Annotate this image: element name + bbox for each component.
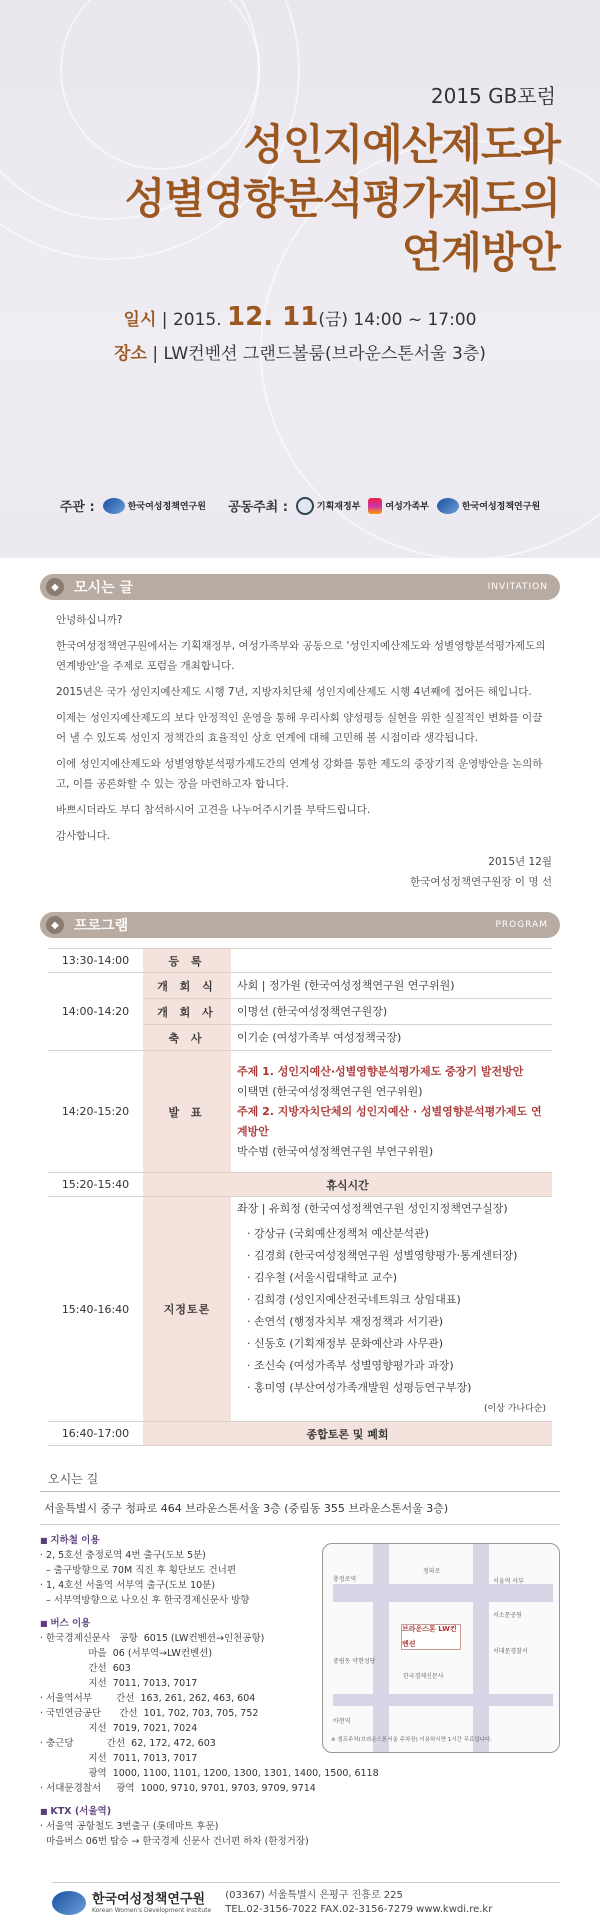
road: [473, 1544, 489, 1753]
map-label: 서대문경찰서: [493, 1648, 528, 1655]
kwdi-logo: [103, 498, 206, 514]
content-cell: [231, 949, 552, 973]
date-day: 12. 11: [227, 302, 319, 332]
session-cell: 축 사: [143, 1025, 231, 1051]
route-line: 지선 7011, 7013, 7017: [40, 1678, 198, 1689]
note: (이상 가나다순): [483, 1404, 546, 1414]
speaker: 박수범 (한국여성정책연구원 부연구위원): [237, 1144, 434, 1158]
panelist: · 조신숙 (여성가족부 성별영향평가과 과장): [247, 1359, 454, 1372]
time-cell: 14:00-14:20: [48, 973, 143, 1051]
panelist: · 홍미영 (부산여성가족개발원 성평등연구부장): [247, 1381, 472, 1394]
map-label: 서울역 서부: [493, 1578, 524, 1585]
date-time: (금) 14:00 ~ 17:00: [318, 310, 477, 330]
date-label: 일시: [123, 310, 157, 330]
table-row: [48, 1173, 552, 1197]
page-title: [125, 118, 560, 280]
time-cell: 15:40-16:40: [48, 1197, 143, 1422]
map-caption: ※ 셀프주차(브라운스톤서울 주차장) 이용하시면 1시간 무료입니다.: [331, 1737, 493, 1743]
route-line: 지선 7011, 7013, 7017: [40, 1753, 198, 1764]
logo-text: 여성가족부: [385, 502, 429, 512]
map-label: 한국경제신문사: [403, 1673, 444, 1680]
route-line: · 한국경제신문사 공항 6015 (LW컨벤션→인천공항): [40, 1633, 265, 1644]
route-line: 마을버스 06번 탑승 → 한국경제 신문사 건너편 하차 (한정거장): [40, 1836, 309, 1847]
route-line: · 서울역 공항철도 3번출구 (롯데마트 후문): [40, 1821, 219, 1832]
invitation-header: [40, 574, 560, 600]
route-line: 지선 7019, 7021, 7024: [40, 1723, 198, 1734]
map-label: 충정로역: [333, 1576, 357, 1583]
session-cell: 종합토론 및 폐회: [143, 1422, 552, 1446]
location-map: [322, 1543, 560, 1753]
route-line: · 국민연금공단 간선 101, 702, 703, 705, 752: [40, 1708, 259, 1719]
event-date: 일시 | 2015. 12. 11(금) 14:00 ~ 17:00: [123, 302, 477, 332]
subway-heading: ■ 지하철 이용: [40, 1533, 560, 1548]
section-title-en: INVITATION: [487, 582, 548, 592]
footer: [52, 1882, 560, 1917]
time-cell: 16:40-17:00: [48, 1422, 143, 1446]
title-line: 성별영향분석평가제도의: [124, 174, 560, 223]
table-row: [48, 973, 552, 999]
route-line: 광역 1000, 1100, 1101, 1200, 1300, 1301, 1400, 1500, 6118: [40, 1768, 379, 1779]
bus-heading: ■ 버스 이용: [40, 1616, 560, 1631]
session-cell: 휴식시간: [143, 1173, 552, 1197]
road: [373, 1544, 389, 1753]
paragraph: 이제는 성인지예산제도의 보다 안정적인 운영을 통해 우리사회 양성평등 실현을 위한 실질적인 변화를 이끌어 낼 수 있도록 성인지 정책간의 효율적인 상호 연계에 대해 고민해 볼 시점이라 생각됩니다.: [56, 712, 543, 744]
paragraph: 이에 성인지예산제도와 성별영향분석평가제도간의 연계성 강화를 통한 제도의 중장기적 운영방안을 논의하고, 이를 공론화할 수 있는 장을 마련하고자 합니다.: [56, 758, 543, 790]
panelist: · 손연석 (행정자치부 재정정책과 서기관): [247, 1315, 444, 1328]
place-label: 장소: [114, 344, 147, 364]
ktx-heading: ■ KTX (서울역): [40, 1804, 560, 1819]
org-address: (03367) 서울특별시 은평구 진흥로 225: [225, 1890, 403, 1901]
content-cell: 사회 | 정가원 (한국여성정책연구원 연구위원): [231, 973, 552, 999]
paragraph: 감사합니다.: [56, 830, 111, 842]
org-name: 한국여성정책연구원: [92, 1891, 206, 1907]
time-cell: 15:20-15:40: [48, 1173, 143, 1197]
section-title: 프로그램: [74, 918, 129, 934]
host-label: 주관 :: [59, 500, 95, 515]
session-cell: 지정토론: [143, 1197, 231, 1422]
paragraph: 2015년은 국가 성인지예산제도 시행 7년, 지방자치단체 성인지예산제도 시행 4년째에 접어든 해입니다.: [56, 686, 532, 698]
section-title-en: PROGRAM: [495, 920, 548, 930]
route-line: · 충근당 간선 62, 172, 472, 603: [40, 1738, 216, 1749]
session-cell: 등 록: [143, 949, 231, 973]
section-icon: ◆: [46, 916, 64, 934]
organizers: [0, 496, 600, 515]
paragraph: 한국여성정책연구원에서는 기획재정부, 여성가족부와 공동으로 '성인지예산제도와 성별영향분석평가제도의 연계방안'을 주제로 포럼을 개최합니다.: [56, 640, 546, 672]
cohost-label: 공동주최 :: [227, 500, 288, 515]
logo-text: 기획재정부: [316, 502, 361, 512]
topic-title: 주제 2. 지방자치단체의 성인지예산 · 성별영향분석평가제도 연계방안: [237, 1104, 542, 1138]
org-name-en: Korean Women's Development Institute: [92, 1906, 212, 1914]
mosf-logo: [296, 497, 360, 515]
session-cell: 발 표: [143, 1051, 231, 1173]
content-cell: 이기순 (여성가족부 여성정책국장): [231, 1025, 552, 1051]
hero-banner: [0, 0, 600, 558]
session-cell: 개 회 사: [143, 999, 231, 1025]
panelist: · 김경희 (한국여성정책연구원 성별영향평가·통계센터장): [247, 1249, 518, 1262]
route-line: · 2, 5호선 충정로역 4번 출구(도보 5분): [40, 1550, 206, 1561]
heading-text: 오시는 길: [48, 1472, 99, 1486]
table-row: [48, 1197, 552, 1422]
time-cell: 13:30-14:00: [48, 949, 143, 973]
chair: 좌장 | 유희정 (한국여성정책연구원 성인지정책연구실장): [237, 1202, 508, 1215]
directions-heading: [40, 1470, 560, 1492]
forum-label: 2015 GB포럼: [430, 84, 556, 108]
table-row: [48, 949, 552, 973]
invitation-text: [56, 610, 552, 892]
route-info: [40, 1533, 560, 1853]
signature: 한국여성정책연구원장 이 명 선: [410, 876, 552, 888]
map-label: 서소문공원: [493, 1612, 522, 1619]
mogef-logo: [368, 498, 428, 514]
table-row: [48, 1051, 552, 1173]
route-line: – 출구방향으로 70M 직진 후 횡단보도 건너편: [40, 1565, 237, 1576]
route-line: 마을 06 (서부역→LW컨벤션): [40, 1648, 213, 1659]
paragraph: 바쁘시더라도 부디 참석하시어 고견을 나누어주시기를 부탁드립니다.: [56, 804, 371, 816]
place-value: LW컨벤션 그랜드볼룸(브라운스톤서울 3층): [163, 344, 486, 364]
map-label: 아현역: [333, 1718, 351, 1725]
route-line: · 서울역서부 간선 163, 261, 262, 463, 604: [40, 1693, 256, 1704]
venue-address: 서울특별시 중구 청파로 464 브라운스톤서울 3층 (중림동 355 브라운스톤서울 3층): [40, 1492, 560, 1525]
panelist: · 신동호 (기획재정부 문화예산과 사무관): [247, 1337, 444, 1350]
title-line: 성인지예산제도와: [243, 120, 560, 169]
program-table: [48, 948, 552, 1446]
logo-text: 한국여성정책연구원: [127, 502, 206, 512]
table-row: [48, 1422, 552, 1446]
speaker: 이택면 (한국여성정책연구원 연구위원): [237, 1084, 423, 1098]
kwdi-logo: [437, 498, 540, 514]
venue-marker: 브라운스톤 LW컨벤션: [401, 1624, 461, 1650]
letter-date: 2015년 12월: [488, 856, 552, 868]
road: [333, 1694, 553, 1706]
logo-mark: [52, 1891, 86, 1915]
event-place: 장소 | LW컨벤션 그랜드볼룸(브라운스톤서울 3층): [114, 344, 486, 364]
program-header: [40, 912, 560, 938]
org-contact: TEL.02-3156-7022 FAX.02-3156-7279 www.kwdi.re.kr: [225, 1904, 493, 1915]
title-line: 연계방안: [401, 228, 560, 277]
content-cell: [231, 1051, 552, 1173]
section-icon: ◆: [46, 578, 64, 596]
kwdi-logo: [52, 1891, 211, 1915]
date-year: 2015.: [172, 310, 228, 330]
panelist: · 강상규 (국회예산정책처 예산분석관): [247, 1227, 429, 1240]
session-cell: 개 회 식: [143, 973, 231, 999]
map-label: 청파로: [423, 1568, 441, 1575]
panelist: · 김우철 (서울시립대학교 교수): [247, 1271, 398, 1284]
content-cell: 이명선 (한국여성정책연구원장): [231, 999, 552, 1025]
section-title: 모시는 글: [74, 580, 133, 596]
logo-text: 한국여성정책연구원: [461, 502, 541, 512]
panelist: · 김희경 (성인지예산전국네트워크 상임대표): [247, 1293, 461, 1306]
route-line: 간선 603: [40, 1663, 131, 1674]
paragraph: 안녕하십니까?: [56, 614, 123, 626]
event-info: [0, 300, 600, 371]
map-label: 중림동 약현성당: [333, 1658, 376, 1665]
contact-info: [225, 1889, 492, 1917]
route-line: · 1, 4호선 서울역 서부역 출구(도보 10분): [40, 1580, 216, 1591]
directions: [40, 1470, 560, 1853]
topic-title: 주제 1. 성인지예산·성별영향분석평가제도 중장기 발전방안: [237, 1064, 524, 1078]
content-cell: [231, 1197, 552, 1422]
time-cell: 14:20-15:20: [48, 1051, 143, 1173]
route-line: – 서부역방향으로 나오신 후 한국경제신문사 방향: [40, 1595, 250, 1606]
route-line: · 서대문경찰서 광역 1000, 9710, 9701, 9703, 9709, 9714: [40, 1783, 316, 1794]
